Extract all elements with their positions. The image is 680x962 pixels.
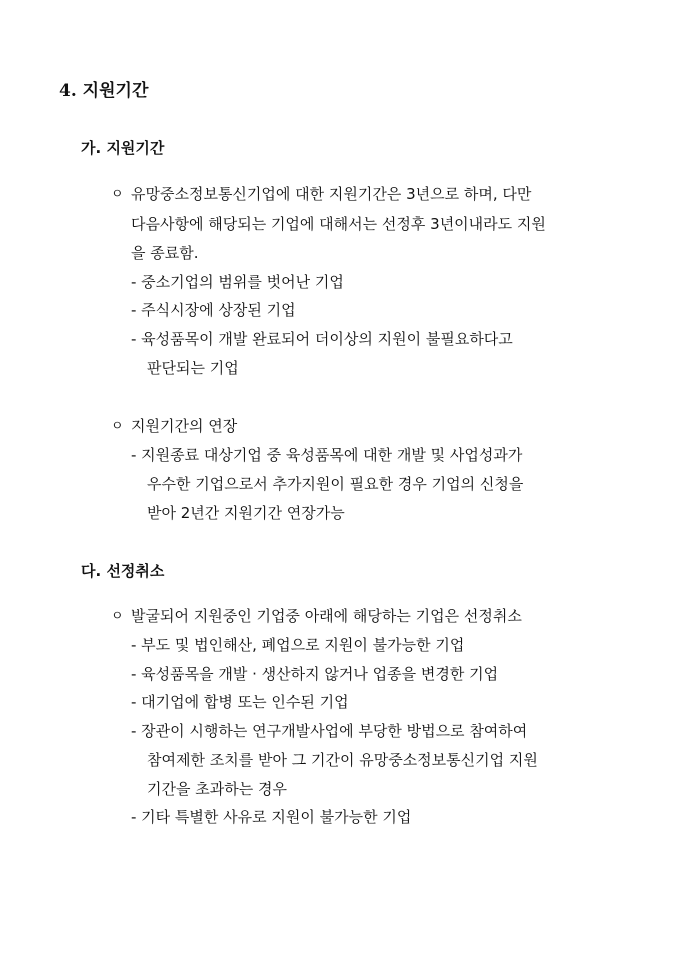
dash-item: - 기타 특별한 사유로 지원이 불가능한 기업: [131, 808, 412, 826]
dash-item-continuation: 참여제한 조치를 받아 그 기간이 유망중소정보통신기업 지원: [147, 751, 538, 769]
paragraph-line: 다음사항에 해당되는 기업에 대해서는 선정후 3년이내라도 지원: [131, 215, 546, 233]
subsection-da-title: 선정취소: [106, 562, 165, 580]
bullet-circle-icon: ㅇ: [111, 187, 124, 202]
section-heading: [59, 81, 148, 101]
paragraph-line: 을 종료함.: [131, 244, 199, 262]
subsection-ga-label: 가.: [81, 139, 102, 157]
subsection-da-label: 다.: [81, 562, 102, 580]
dash-item: - 지원종료 대상기업 중 육성품목에 대한 개발 및 사업성과가: [131, 446, 523, 464]
paragraph-line: 지원기간의 연장: [131, 417, 238, 435]
dash-item: - 중소기업의 범위를 벗어난 기업: [131, 273, 344, 291]
paragraph-line: 유망중소정보통신기업에 대한 지원기간은 3년으로 하며, 다만: [131, 185, 532, 203]
subsection-ga-title: 지원기간: [106, 139, 165, 157]
dash-item: - 부도 및 법인해산, 폐업으로 지원이 불가능한 기업: [131, 636, 465, 654]
subsection-da-heading: [81, 561, 164, 581]
section-number: 4.: [59, 81, 77, 101]
dash-item: - 장관이 시행하는 연구개발사업에 부당한 방법으로 참여하여: [131, 722, 528, 740]
dash-item-continuation: 받아 2년간 지원기간 연장가능: [147, 504, 345, 522]
subsection-ga-heading: [81, 138, 164, 158]
dash-item-continuation: 우수한 기업으로서 추가지원이 필요한 경우 기업의 신청을: [147, 475, 524, 493]
dash-item-continuation: 기간을 초과하는 경우: [147, 780, 287, 798]
paragraph-line: 발굴되어 지원중인 기업중 아래에 해당하는 기업은 선정취소: [131, 607, 522, 625]
section-title: 지원기간: [82, 81, 149, 101]
dash-item: - 육성품목을 개발 · 생산하지 않거나 업종을 변경한 기업: [131, 665, 499, 683]
bullet-circle-icon: ㅇ: [111, 609, 124, 624]
dash-item: - 육성품목이 개발 완료되어 더이상의 지원이 불필요하다고: [131, 330, 513, 348]
dash-item: - 대기업에 합병 또는 인수된 기업: [131, 693, 349, 711]
dash-item: - 주식시장에 상장된 기업: [131, 301, 296, 319]
bullet-circle-icon: ㅇ: [111, 419, 124, 434]
dash-item-continuation: 판단되는 기업: [147, 359, 239, 377]
